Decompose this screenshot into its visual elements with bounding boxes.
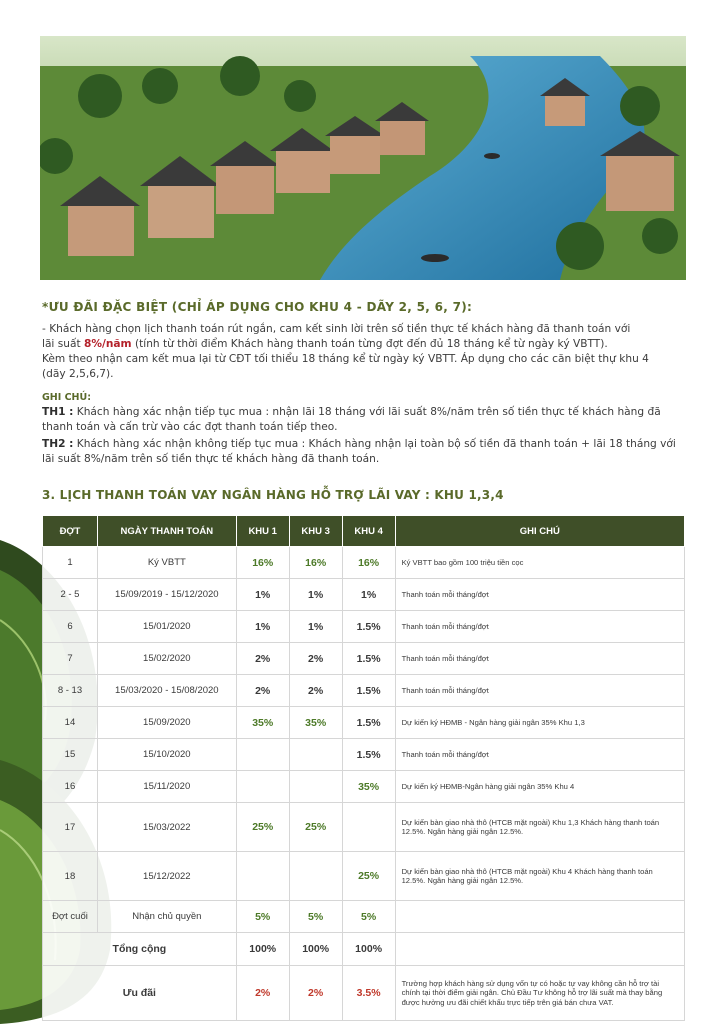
cell-khu3: 1% xyxy=(289,579,342,611)
offer-text: lãi suất xyxy=(42,338,84,350)
cell-khu1: 1% xyxy=(236,579,289,611)
cell-khu1 xyxy=(236,852,289,901)
header-khu4: KHU 4 xyxy=(342,516,395,547)
cell-khu1: 5% xyxy=(236,901,289,933)
offer-line xyxy=(42,337,687,352)
cell-note: Dự kiến bàn giao nhà thô (HTCB mặt ngoài) Khu 4 Khách hàng thanh toán 12.5%. Ngân hàng giải ngân 12.5%. xyxy=(395,852,684,901)
discount-khu1: 2% xyxy=(236,966,289,1021)
offer-title: *ƯU ĐÃI ĐẶC BIỆT (CHỈ ÁP DỤNG CHO KHU 4 - DÃY 2, 5, 6, 7): xyxy=(42,300,473,314)
cell-date: 15/12/2022 xyxy=(97,852,236,901)
notes-label: GHI CHÚ: xyxy=(42,392,92,403)
cell-khu4: 1% xyxy=(342,579,395,611)
cell-note xyxy=(395,901,684,933)
header-khu3: KHU 3 xyxy=(289,516,342,547)
cell-khu4 xyxy=(342,803,395,852)
cell-date: 15/09/2019 - 15/12/2020 xyxy=(97,579,236,611)
cell-note: Thanh toán mỗi tháng/đợt xyxy=(395,739,684,771)
cell-khu1: 1% xyxy=(236,611,289,643)
cell-khu3: 5% xyxy=(289,901,342,933)
offer-body xyxy=(42,322,687,382)
table-row xyxy=(43,579,685,611)
cell-dot: 15 xyxy=(43,739,98,771)
cell-note: Thanh toán mỗi tháng/đợt xyxy=(395,611,684,643)
table-row xyxy=(43,675,685,707)
cell-khu4: 1.5% xyxy=(342,611,395,643)
offer-line: (dãy 2,5,6,7). xyxy=(42,368,114,380)
cell-date: Ký VBTT xyxy=(97,547,236,579)
cell-date: 15/03/2022 xyxy=(97,803,236,852)
cell-date: 15/03/2020 - 15/08/2020 xyxy=(97,675,236,707)
note-th1-text: Khách hàng xác nhận tiếp tục mua : nhận lãi 18 tháng với lãi suất 8%/năm trên số tiền thực tế khách hàng đã thanh toán và cấn trừ vào các đợt thanh toán tiếp theo. xyxy=(42,406,661,433)
cell-khu4: 1.5% xyxy=(342,707,395,739)
cell-khu3: 1% xyxy=(289,611,342,643)
total-label: Tổng cộng xyxy=(43,933,237,966)
cell-khu3 xyxy=(289,739,342,771)
cell-note: Ký VBTT bao gồm 100 triệu tiền cọc xyxy=(395,547,684,579)
cell-dot: 18 xyxy=(43,852,98,901)
cell-dot: 2 - 5 xyxy=(43,579,98,611)
discount-note: Trường hợp khách hàng sử dụng vốn tự có hoặc tự vay không cần hỗ trợ tài chính tại thời điểm giải ngân. Chủ Đầu Tư không hỗ trợ lãi suất mà thay bằng được hưởng ưu đãi chiết khấu trực tiếp trên giá bán chưa VAT. xyxy=(395,966,684,1021)
header-dot: ĐỢT xyxy=(43,516,98,547)
table-row xyxy=(43,901,685,933)
cell-khu3: 16% xyxy=(289,547,342,579)
cell-khu4: 1.5% xyxy=(342,739,395,771)
cell-khu3: 2% xyxy=(289,643,342,675)
cell-khu3 xyxy=(289,771,342,803)
cell-date: 15/10/2020 xyxy=(97,739,236,771)
cell-date: 15/11/2020 xyxy=(97,771,236,803)
cell-khu1: 16% xyxy=(236,547,289,579)
offer-line: Kèm theo nhận cam kết mua lại từ CĐT tối thiểu 18 tháng kể từ ngày ký VBTT. Áp dụng cho các căn biệt thự khu 4 xyxy=(42,353,649,365)
cell-dot: 8 - 13 xyxy=(43,675,98,707)
note-th2 xyxy=(42,437,687,467)
note-th1-label: TH1 : xyxy=(42,406,74,418)
cell-khu3: 2% xyxy=(289,675,342,707)
cell-khu4: 16% xyxy=(342,547,395,579)
discount-label: Ưu đãi xyxy=(43,966,237,1021)
cell-dot: 1 xyxy=(43,547,98,579)
cell-khu3 xyxy=(289,852,342,901)
table-row xyxy=(43,803,685,852)
cell-note: Thanh toán mỗi tháng/đợt xyxy=(395,579,684,611)
cell-khu1 xyxy=(236,771,289,803)
table-row xyxy=(43,547,685,579)
header-date: NGÀY THANH TOÁN xyxy=(97,516,236,547)
cell-dot: Đợt cuối xyxy=(43,901,98,933)
discount-khu4: 3.5% xyxy=(342,966,395,1021)
cell-dot: 7 xyxy=(43,643,98,675)
table-row xyxy=(43,707,685,739)
cell-khu4: 5% xyxy=(342,901,395,933)
note-th2-text: Khách hàng xác nhận không tiếp tục mua : Khách hàng nhận lại toàn bộ số tiền đã thanh toán + lãi 18 tháng với lãi suất 8%/năm trên số tiền thực tế khách hàng đã thanh toán. xyxy=(42,438,676,465)
cell-dot: 6 xyxy=(43,611,98,643)
cell-khu4: 25% xyxy=(342,852,395,901)
total-khu3: 100% xyxy=(289,933,342,966)
cell-dot: 14 xyxy=(43,707,98,739)
hero-image xyxy=(40,36,686,280)
cell-note: Dự kiến ký HĐMB-Ngân hàng giải ngân 35% Khu 4 xyxy=(395,771,684,803)
cell-note: Thanh toán mỗi tháng/đợt xyxy=(395,643,684,675)
cell-date: Nhận chủ quyền xyxy=(97,901,236,933)
table-row xyxy=(43,739,685,771)
table-row xyxy=(43,771,685,803)
cell-khu4: 1.5% xyxy=(342,675,395,707)
discount-row xyxy=(43,966,685,1021)
cell-khu1: 2% xyxy=(236,675,289,707)
cell-dot: 16 xyxy=(43,771,98,803)
table-row xyxy=(43,643,685,675)
cell-note: Dự kiến bàn giao nhà thô (HTCB mặt ngoài) Khu 1,3 Khách hàng thanh toán 12.5%. Ngân hàng giải ngân 12.5%. xyxy=(395,803,684,852)
payment-schedule-table xyxy=(42,515,685,1021)
cell-khu1: 35% xyxy=(236,707,289,739)
cell-date: 15/02/2020 xyxy=(97,643,236,675)
total-khu4: 100% xyxy=(342,933,395,966)
table-row xyxy=(43,852,685,901)
cell-khu1: 25% xyxy=(236,803,289,852)
cell-date: 15/09/2020 xyxy=(97,707,236,739)
note-th1 xyxy=(42,405,687,435)
cell-khu1: 2% xyxy=(236,643,289,675)
offer-text: (tính từ thời điểm Khách hàng thanh toán từng đợt đến đủ 18 tháng kể từ ngày ký VBTT). xyxy=(131,338,608,350)
cell-dot: 17 xyxy=(43,803,98,852)
cell-note: Thanh toán mỗi tháng/đợt xyxy=(395,675,684,707)
offer-line: - Khách hàng chọn lịch thanh toán rút ngắn, cam kết sinh lời trên số tiền thực tế khách hàng đã thanh toán với xyxy=(42,323,631,335)
cell-khu4: 1.5% xyxy=(342,643,395,675)
offer-rate-highlight: 8%/năm xyxy=(84,338,132,350)
section-title: 3. LỊCH THANH TOÁN VAY NGÂN HÀNG HỖ TRỢ LÃI VAY : KHU 1,3,4 xyxy=(42,488,504,502)
total-row xyxy=(43,933,685,966)
note-th2-label: TH2 : xyxy=(42,438,74,450)
table-row xyxy=(43,611,685,643)
cell-khu3: 25% xyxy=(289,803,342,852)
cell-date: 15/01/2020 xyxy=(97,611,236,643)
header-note: GHI CHÚ xyxy=(395,516,684,547)
cell-khu3: 35% xyxy=(289,707,342,739)
discount-khu3: 2% xyxy=(289,966,342,1021)
cell-khu1 xyxy=(236,739,289,771)
header-khu1: KHU 1 xyxy=(236,516,289,547)
table-header-row xyxy=(43,516,685,547)
total-khu1: 100% xyxy=(236,933,289,966)
cell-note: Dự kiến ký HĐMB - Ngân hàng giải ngân 35% Khu 1,3 xyxy=(395,707,684,739)
cell-khu4: 35% xyxy=(342,771,395,803)
total-note xyxy=(395,933,684,966)
